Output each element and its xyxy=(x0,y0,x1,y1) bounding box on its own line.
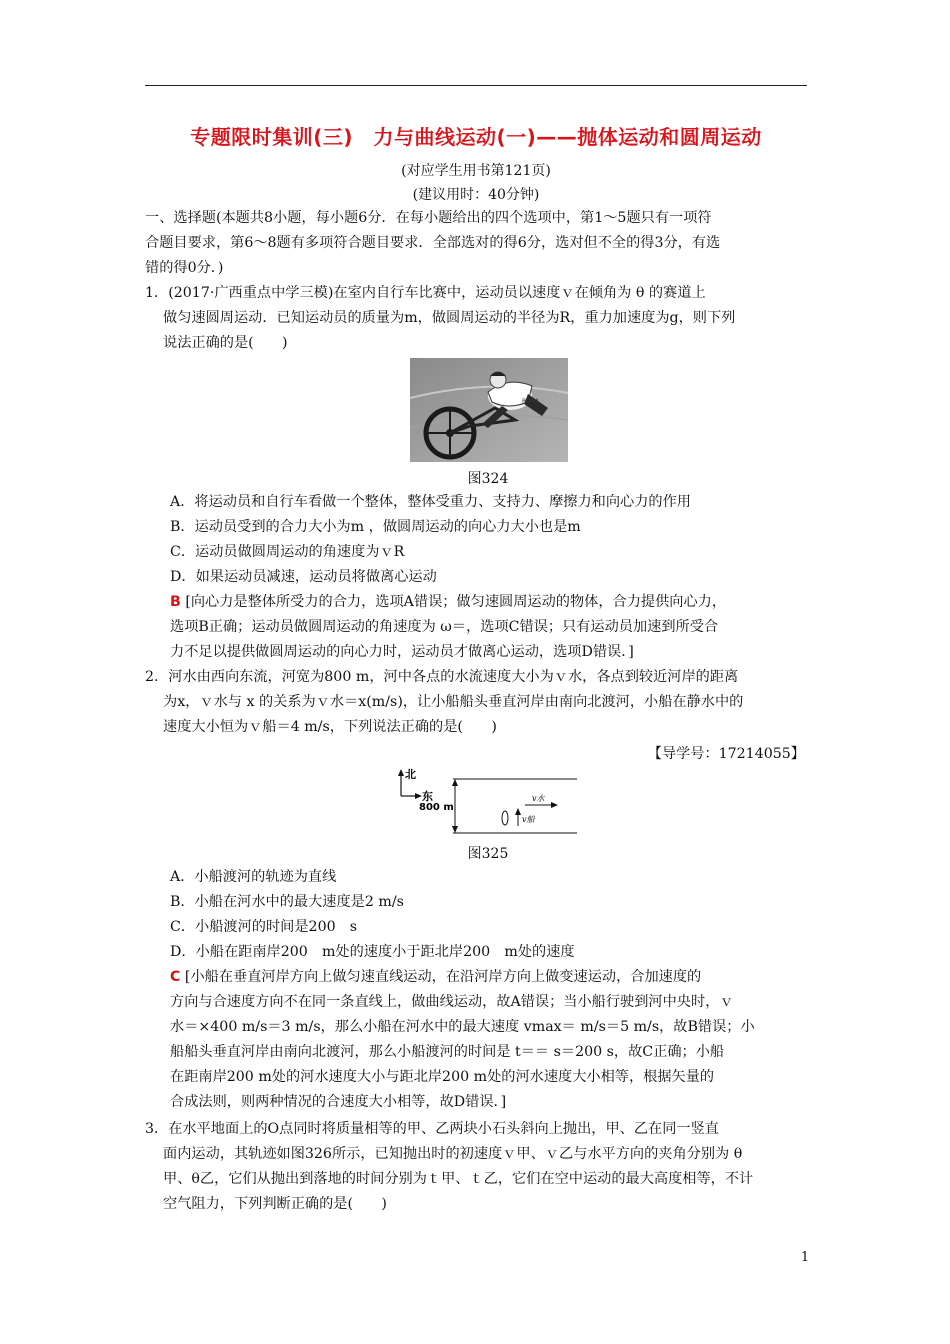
q2-answer-line-5: 在距南岸200 m处的河水速度大小与距北岸200 m处的河水速度大小相等，根据矢量的 xyxy=(170,1069,715,1085)
suggested-time: (建议用时：40分钟) xyxy=(412,187,540,203)
q2-stem-line-2: 为x，ｖ水与 x 的关系为ｖ水＝x(m/s)，让小船船头垂直河岸由南向北渡河，小船在静水中的 xyxy=(163,694,744,710)
q2-option-b: B．小船在河水中的最大速度是2 m/s xyxy=(170,894,404,910)
q2-answer-line-4: 船船头垂直河岸由南向北渡河，那么小船渡河的时间是 t＝＝ s＝200 s，故C正确；小船 xyxy=(170,1044,725,1060)
q2-stem-line-3: 速度大小恒为ｖ船＝4 m/s，下列说法正确的是( ) xyxy=(163,719,497,735)
q1-answer-line-1: B [向心力是整体所受力的合力，选项A错误；做匀速圆周运动的物体，合力提供向心力， xyxy=(170,594,727,610)
water-velocity-label: v水 xyxy=(532,794,545,803)
river-diagram xyxy=(395,766,585,838)
q1-stem-line-1: 1．(2017·广西重点中学三模)在室内自行车比赛中，运动员以速度ｖ在倾角为 θ 的赛道上 xyxy=(145,285,706,301)
q2-stem-line-1: 2．河水由西向东流，河宽为800 m，河中各点的水流速度大小为ｖ水，各点到较近河岸的距离 xyxy=(145,669,739,685)
svg-text:ROBA: ROBA xyxy=(522,398,540,405)
q2-option-c: C．小船渡河的时间是200 s xyxy=(170,919,358,935)
page-title: 专题限时集训(三) 力与曲线运动(一)——抛体运动和圆周运动 xyxy=(190,125,762,149)
q2-answer-line-2: 方向与合速度方向不在同一条直线上，做曲线运动，故A错误；当小船行驶到河中央时，ｖ xyxy=(170,994,734,1010)
q2-option-a: A．小船渡河的轨迹为直线 xyxy=(170,869,337,885)
q1-option-c: C．运动员做圆周运动的角速度为ｖR xyxy=(170,544,405,560)
north-label: 北 xyxy=(405,768,416,781)
header-rule xyxy=(145,85,807,86)
q1-answer-line-3: 力不足以提供做圆周运动的向心力时，运动员才做离心运动，选项D错误．] xyxy=(170,644,634,660)
section-instructions-line-3: 错的得0分．) xyxy=(145,260,224,276)
q1-stem-line-2: 做匀速圆周运动．已知运动员的质量为m，做圆周运动的半径为R，重力加速度为g，则下列 xyxy=(163,310,736,326)
textbook-reference: (对应学生用书第121页) xyxy=(401,163,551,179)
q1-option-d: D．如果运动员减速，运动员将做离心运动 xyxy=(170,569,437,585)
q2-answer-line-3: 水＝×400 m/s＝3 m/s，那么小船在河水中的最大速度 vmax＝ m/s＝5 m/s，故B错误；小 xyxy=(170,1019,755,1035)
q2-answer-line-1: C [小船在垂直河岸方向上做匀速直线运动，在沿河岸方向上做变速运动，合加速度的 xyxy=(170,969,702,985)
q3-stem-line-3: 甲、θ乙，它们从抛出到落地的时间分别为ｔ甲、ｔ乙，它们在空中运动的最大高度相等，不计 xyxy=(163,1171,754,1187)
boat-velocity-label: v船 xyxy=(522,815,535,824)
q2-figure-caption: 图325 xyxy=(467,846,509,862)
river-width-label: 800 m xyxy=(419,802,454,813)
section-instructions-line-2: 合题目要求，第6～8题有多项符合题目要求．全部选对的得6分，选对但不全的得3分，有选 xyxy=(145,235,721,251)
q2-answer-line-6: 合成法则，则两种情况的合速度大小相等，故D错误．] xyxy=(170,1094,507,1110)
q2-option-d: D．小船在距南岸200 m处的速度小于距北岸200 m处的速度 xyxy=(170,944,575,960)
q1-answer-line-2: 选项B正确；运动员做圆周运动的角速度为 ω＝，选项C错误；只有运动员加速到所受合 xyxy=(170,619,719,635)
q3-stem-line-2: 面内运动，其轨迹如图326所示，已知抛出时的初速度ｖ甲、ｖ乙与水平方向的夹角分别为 θ xyxy=(163,1146,743,1162)
q3-stem-line-4: 空气阻力，下列判断正确的是( ) xyxy=(163,1196,387,1212)
q3-stem-line-1: 3．在水平地面上的O点同时将质量相等的甲、乙两块小石头斜向上抛出，甲、乙在同一竖直 xyxy=(145,1121,719,1137)
q1-option-a: A．将运动员和自行车看做一个整体，整体受重力、支持力、摩擦力和向心力的作用 xyxy=(170,494,691,510)
guide-number: 【导学号：17214055】 xyxy=(647,746,805,762)
page-number: 1 xyxy=(800,1250,810,1265)
q1-option-b: B．运动员受到的合力大小为m ，做圆周运动的向心力大小也是m xyxy=(170,519,581,535)
east-label: 东 xyxy=(422,790,433,803)
q1-stem-line-3: 说法正确的是( ) xyxy=(163,335,288,351)
cyclist-photo xyxy=(410,358,568,462)
section-instructions-line-1: 一、选择题(本题共8小题，每小题6分．在每小题给出的四个选项中，第1～5题只有一项符 xyxy=(145,210,712,226)
q2-answer-letter: C xyxy=(170,969,181,985)
q1-answer-letter: B xyxy=(170,594,181,610)
q1-figure-caption: 图324 xyxy=(467,471,509,487)
